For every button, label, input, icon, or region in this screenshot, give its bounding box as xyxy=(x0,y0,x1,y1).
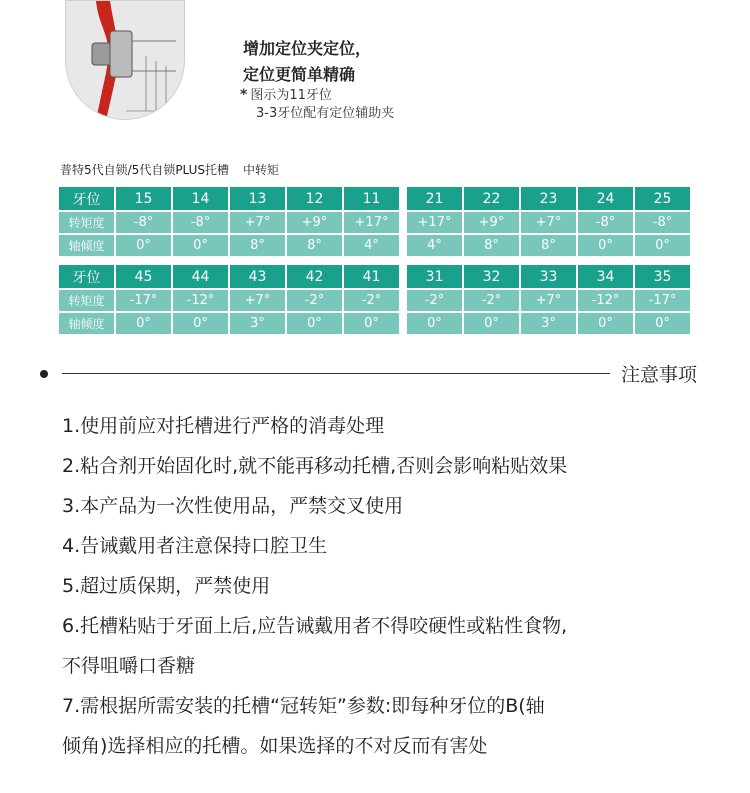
tilt-cell: 0° xyxy=(635,313,690,334)
tilt-cell: 0° xyxy=(116,235,171,256)
tooth-cell: 43 xyxy=(230,265,285,288)
tilt-cell: 0° xyxy=(578,235,633,256)
table-row xyxy=(59,187,690,210)
torque-cell: -17° xyxy=(116,290,171,311)
tilt-cell: 0° xyxy=(578,313,633,334)
table-title-sub: 中转矩 xyxy=(243,163,280,177)
row-label-torque: 转矩度 xyxy=(59,212,114,233)
tooth-cell: 13 xyxy=(230,187,285,210)
divider-line xyxy=(62,373,610,374)
tooth-cell: 33 xyxy=(521,265,576,288)
torque-cell: +7° xyxy=(230,212,285,233)
tooth-cell: 35 xyxy=(635,265,690,288)
tilt-cell: 0° xyxy=(464,313,519,334)
torque-cell: +7° xyxy=(521,212,576,233)
torque-cell: -2° xyxy=(287,290,342,311)
list-item: 5.超过质保期，严禁使用 xyxy=(62,575,271,597)
tooth-cell: 34 xyxy=(578,265,633,288)
tooth-cell: 25 xyxy=(635,187,690,210)
headline-line2: 定位更简单精确 xyxy=(243,65,356,84)
tooth-cell: 42 xyxy=(287,265,342,288)
lower-teeth-table xyxy=(57,265,692,334)
section-divider xyxy=(40,367,610,379)
tooth-cell: 15 xyxy=(116,187,171,210)
row-label-tilt: 轴倾度 xyxy=(59,313,114,334)
list-item: 不得咀嚼口香糖 xyxy=(62,655,196,677)
tilt-cell: 0° xyxy=(635,235,690,256)
tilt-cell: 0° xyxy=(287,313,342,334)
list-item: 4.告诫戴用者注意保持口腔卫生 xyxy=(62,535,328,557)
tooth-cell: 14 xyxy=(173,187,228,210)
torque-cell: +17° xyxy=(407,212,462,233)
tilt-cell: 3° xyxy=(230,313,285,334)
torque-cell: -8° xyxy=(635,212,690,233)
row-label-tooth: 牙位 xyxy=(59,265,114,288)
bracket-illustration xyxy=(65,0,185,130)
tilt-cell: 0° xyxy=(344,313,399,334)
list-item: 7.需根据所需安装的托槽“冠转矩”参数:即每种牙位的B(轴 xyxy=(62,695,545,717)
tooth-cell: 45 xyxy=(116,265,171,288)
table-title xyxy=(60,161,279,178)
note-line1: 图示为11牙位 xyxy=(250,88,332,103)
tilt-cell: 0° xyxy=(173,235,228,256)
tilt-cell: 0° xyxy=(407,313,462,334)
torque-cell: +9° xyxy=(287,212,342,233)
headline-line1: 增加定位夹定位， xyxy=(243,39,372,58)
torque-cell: -17° xyxy=(635,290,690,311)
torque-cell: +17° xyxy=(344,212,399,233)
note-star: * xyxy=(240,87,248,103)
torque-cell: -8° xyxy=(578,212,633,233)
torque-cell: -2° xyxy=(407,290,462,311)
tooth-cell: 22 xyxy=(464,187,519,210)
torque-cell: -8° xyxy=(116,212,171,233)
tilt-cell: 8° xyxy=(287,235,342,256)
bracket-diagram-icon xyxy=(65,0,185,120)
tooth-cell: 23 xyxy=(521,187,576,210)
tooth-cell: 44 xyxy=(173,265,228,288)
table-row xyxy=(59,235,690,256)
torque-cell: -2° xyxy=(344,290,399,311)
upper-teeth-table xyxy=(57,187,692,256)
torque-cell: -12° xyxy=(173,290,228,311)
table-row xyxy=(59,290,690,311)
list-item: 倾角)选择相应的托槽。如果选择的不对反而有害处 xyxy=(62,735,488,757)
torque-cell: -8° xyxy=(173,212,228,233)
tilt-cell: 8° xyxy=(521,235,576,256)
torque-cell: -12° xyxy=(578,290,633,311)
tilt-cell: 3° xyxy=(521,313,576,334)
tilt-cell: 8° xyxy=(464,235,519,256)
torque-cell: +7° xyxy=(230,290,285,311)
table-row xyxy=(59,313,690,334)
tilt-cell: 0° xyxy=(116,313,171,334)
tilt-cell: 4° xyxy=(344,235,399,256)
torque-cell: +9° xyxy=(464,212,519,233)
table-row xyxy=(59,265,690,288)
row-label-torque: 转矩度 xyxy=(59,290,114,311)
illustration-note xyxy=(240,86,394,123)
tooth-cell: 41 xyxy=(344,265,399,288)
row-label-tilt: 轴倾度 xyxy=(59,235,114,256)
list-item: 3.本产品为一次性使用品，严禁交叉使用 xyxy=(62,495,404,517)
list-item: 2.粘合剂开始固化时,就不能再移动托槽,否则会影响粘贴效果 xyxy=(62,455,568,477)
bullet-dot-icon xyxy=(40,370,48,378)
table-row xyxy=(59,212,690,233)
notice-list xyxy=(62,406,722,766)
note-line2: 3-3牙位配有定位辅助夹 xyxy=(256,106,395,121)
tilt-cell: 0° xyxy=(173,313,228,334)
torque-cell: +7° xyxy=(521,290,576,311)
row-label-tooth: 牙位 xyxy=(59,187,114,210)
tooth-cell: 31 xyxy=(407,265,462,288)
tooth-cell: 12 xyxy=(287,187,342,210)
list-item: 6.托槽粘贴于牙面上后,应告诫戴用者不得咬硬性或粘性食物, xyxy=(62,615,568,637)
headline xyxy=(243,36,371,88)
tilt-cell: 8° xyxy=(230,235,285,256)
notice-title: 注意事项 xyxy=(621,364,698,386)
tilt-cell: 4° xyxy=(407,235,462,256)
tooth-cell: 21 xyxy=(407,187,462,210)
torque-cell: -2° xyxy=(464,290,519,311)
tooth-cell: 32 xyxy=(464,265,519,288)
tooth-cell: 24 xyxy=(578,187,633,210)
table-title-main: 普特5代自锁/5代自锁PLUS托槽 xyxy=(60,163,230,177)
tooth-cell: 11 xyxy=(344,187,399,210)
list-item: 1.使用前应对托槽进行严格的消毒处理 xyxy=(62,415,385,437)
